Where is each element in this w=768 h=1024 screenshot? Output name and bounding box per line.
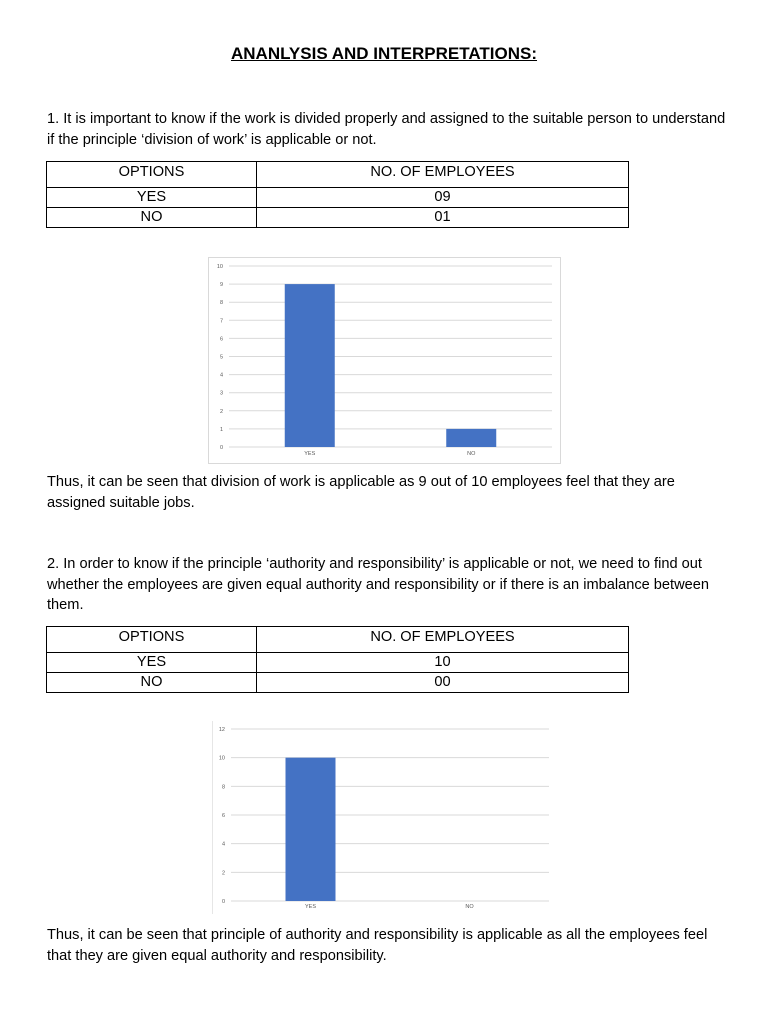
question-2-text: 2. In order to know if the principle ‘authority and responsibility’ is applicable or not, we need to find out whether the employees are given equal authority and responsibility or if there is an imbalance between them.: [47, 556, 709, 613]
question-1-conclusion: Thus, it can be seen that division of work is applicable as 9 out of 10 employees feel that they are assigned suitable jobs.: [47, 474, 675, 511]
y-tick-label: 0: [219, 445, 223, 451]
bar-yes: [286, 758, 336, 901]
y-tick-label: 1: [219, 426, 223, 433]
category-label: NO: [467, 451, 476, 457]
count-cell: 09: [257, 188, 629, 208]
chart-1: [208, 257, 561, 464]
y-tick-label: 8: [219, 300, 223, 307]
table-row: [47, 653, 629, 673]
count-cell: 01: [257, 208, 629, 228]
y-tick-label: 8: [221, 784, 225, 791]
y-tick-label: 6: [221, 813, 225, 819]
y-tick-label: 12: [218, 727, 225, 733]
question-1-text: 1. It is important to know if the work is divided properly and assigned to the suitable person to understand if the principle ‘division of work’ is applicable or not.: [47, 111, 726, 148]
table-header-row: [47, 627, 629, 653]
y-tick-label: 4: [219, 372, 223, 379]
option-cell: NO: [47, 208, 257, 228]
y-tick-label: 10: [218, 755, 225, 762]
bar-yes: [285, 284, 335, 447]
count-cell: 10: [257, 653, 629, 673]
chart-2: [212, 721, 555, 914]
chart-1-svg: [209, 258, 560, 463]
employees-header: NO. OF EMPLOYEES: [257, 627, 629, 653]
page-heading: ANANLYSIS AND INTERPRETATIONS:: [230, 44, 538, 63]
y-tick-label: 10: [216, 264, 223, 270]
table-row: [47, 188, 629, 208]
category-label: NO: [465, 904, 474, 910]
table-header-row: [47, 162, 629, 188]
y-tick-label: 5: [219, 354, 223, 361]
y-tick-label: 3: [219, 390, 223, 397]
count-cell: 00: [257, 673, 629, 693]
options-header: OPTIONS: [47, 627, 257, 653]
y-tick-label: 7: [219, 318, 223, 325]
option-cell: YES: [47, 188, 257, 208]
options-header: OPTIONS: [47, 162, 257, 188]
option-cell: NO: [47, 673, 257, 693]
y-tick-label: 9: [219, 282, 223, 289]
bar-no: [446, 429, 496, 447]
question-1-table: [46, 161, 629, 228]
question-2-table: [46, 626, 629, 693]
y-tick-label: 2: [219, 408, 223, 415]
question-2-conclusion: Thus, it can be seen that principle of authority and responsibility is applicable as all the employees feel that they are given equal authority and responsibility.: [47, 927, 708, 964]
y-tick-label: 6: [219, 336, 223, 343]
table-row: [47, 673, 629, 693]
y-tick-label: 0: [221, 899, 225, 905]
employees-header: NO. OF EMPLOYEES: [257, 162, 629, 188]
table-row: [47, 208, 629, 228]
option-cell: YES: [47, 653, 257, 673]
y-tick-label: 4: [221, 841, 225, 848]
category-label: YES: [304, 451, 316, 457]
y-tick-label: 2: [221, 870, 225, 877]
chart-2-svg: [213, 721, 555, 914]
category-label: YES: [304, 904, 317, 910]
